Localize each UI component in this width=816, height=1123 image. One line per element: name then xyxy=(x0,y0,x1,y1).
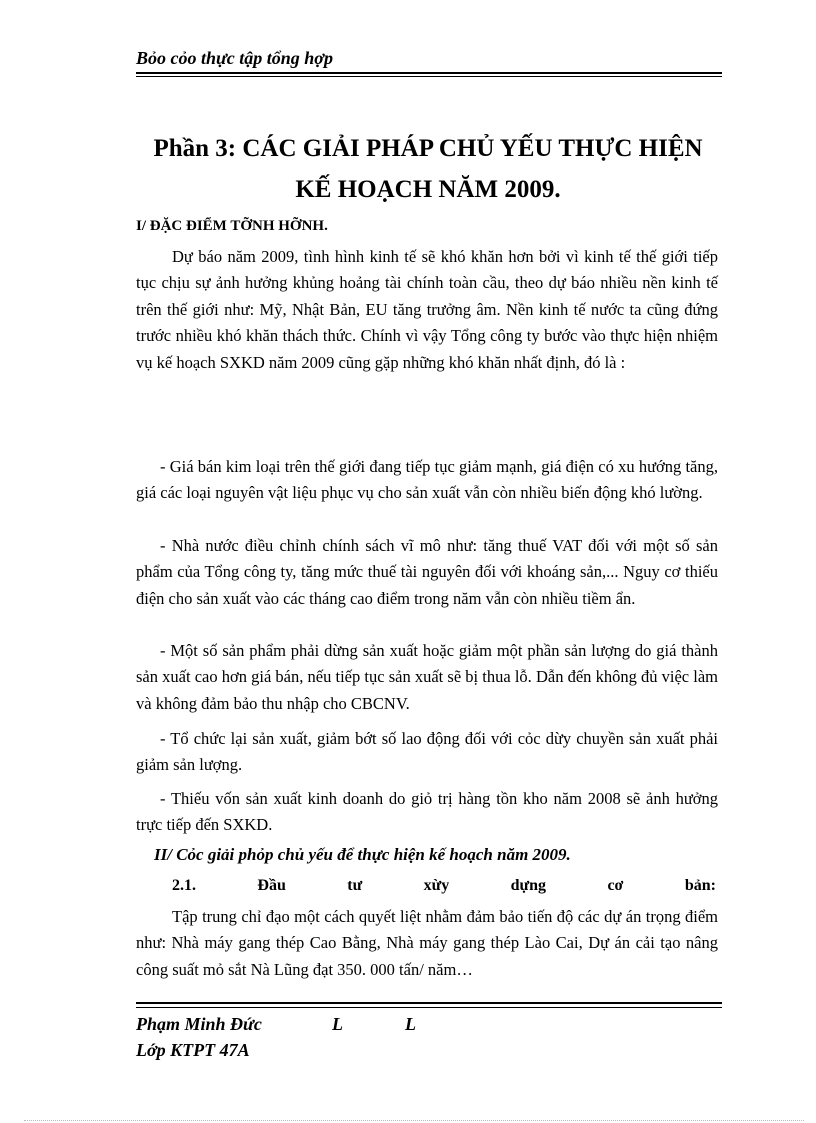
header-rule-thin xyxy=(136,76,722,77)
item-heading-word: bản: xyxy=(684,877,716,894)
section-1-bullet-1: - Giá bán kim loại trên thế giới đang tiếp tục giảm mạnh, giá điện có xu hướng tăng, giá các loại nguyên vật liệu phục vụ cho sản xuất vẫn còn nhiều biến động khó lường. xyxy=(136,457,718,503)
footer-rule-thick xyxy=(136,1002,722,1004)
item-heading-word: dựng xyxy=(510,877,547,894)
section-1-bullet-2: - Nhà nước điều chỉnh chính sách vĩ mô như: tăng thuế VAT đối với một số sản phẩm của Tổng công ty, tăng mức thuế tài nguyên đối với khoáng sản,... Nguy cơ thiếu điện cho sản xuất vào các tháng cao điểm trong năm vẫn còn nhiều tiềm ẩn. xyxy=(136,536,718,608)
item-heading-word: cơ xyxy=(607,877,624,894)
section-1-bullet-3: - Một số sản phẩm phải dừng sản xuất hoặc giảm một phần sản lượng do giá thành sản xuất cao hơn giá bán, nếu tiếp tục sản xuất sẽ bị thua lỗ. Dẫn đến không đủ việc làm và không đảm bảo thu nhập cho CBCNV. xyxy=(136,641,718,713)
section-1-heading: I/ ĐẶC ĐIỂM TỠNH HỠNH. xyxy=(136,218,328,234)
item-heading-word: xừy xyxy=(423,877,450,894)
header-rule-thick xyxy=(136,72,722,74)
running-header-title: Bỏo cỏo thực tập tổng hợp xyxy=(136,48,333,68)
section-1-intro-paragraph: Dự báo năm 2009, tình hình kinh tế sẽ khó khăn hơn bởi vì kinh tế thế giới tiếp tục chịu sự ảnh hưởng khủng hoảng tài chính toàn cầu, theo dự báo nhiều nền kinh tế trên thế giới như: Mỹ, Nhật Bản, EU tăng trưởng âm. Nền kinh tế nước ta cũng đứng trước nhiều khó khăn thách thức. Chính vì vậy Tổng công ty bước vào thực hiện nhiệm vụ kế hoạch SXKD năm 2009 cũng gặp những khó khăn nhất định, đó là : xyxy=(136,247,718,372)
section-2-1-paragraph: Tập trung chỉ đạo một cách quyết liệt nhằm đảm bảo tiến độ các dự án trọng điểm như: Nhà máy gang thép Cao Bằng, Nhà máy gang thép Lào Cai, Dự án cải tạo nâng công suất mỏ sắt Nà Lũng đạt 350. 000 tấn/ năm… xyxy=(136,907,718,979)
footer-class-name: Lớp KTPT 47A xyxy=(136,1040,250,1060)
footer-author-name: Phạm Minh Đức xyxy=(136,1014,262,1034)
chapter-title-line-1: Phần 3: CÁC GIẢI PHÁP CHỦ YẾU THỰC HIỆN xyxy=(153,135,703,162)
section-1-bullet-5: - Thiếu vốn sản xuất kinh doanh do giỏ trị hàng tồn kho năm 2008 sẽ ảnh hưởng trực tiếp đến SXKD. xyxy=(136,789,718,835)
footer-mark-1: L xyxy=(332,1014,343,1034)
item-heading-word: 2.1. xyxy=(172,877,196,894)
item-heading-word: Đầu xyxy=(257,877,286,894)
footer-rule-thin xyxy=(136,1007,722,1008)
section-2-heading: II/ Cỏc giải phỏp chủ yếu để thực hiện kế hoạch năm 2009. xyxy=(154,845,571,864)
section-1-bullet-4: - Tổ chức lại sản xuất, giảm bớt số lao động đối với cỏc dừy chuyền sản xuất phải giảm sản lượng. xyxy=(136,729,718,775)
footer-mark-2: L xyxy=(405,1014,416,1034)
page-bottom-edge xyxy=(24,1120,804,1121)
chapter-title-line-2: KẾ HOẠCH NĂM 2009. xyxy=(295,176,561,203)
section-2-1-heading xyxy=(172,877,716,895)
item-heading-word: tư xyxy=(347,877,363,894)
